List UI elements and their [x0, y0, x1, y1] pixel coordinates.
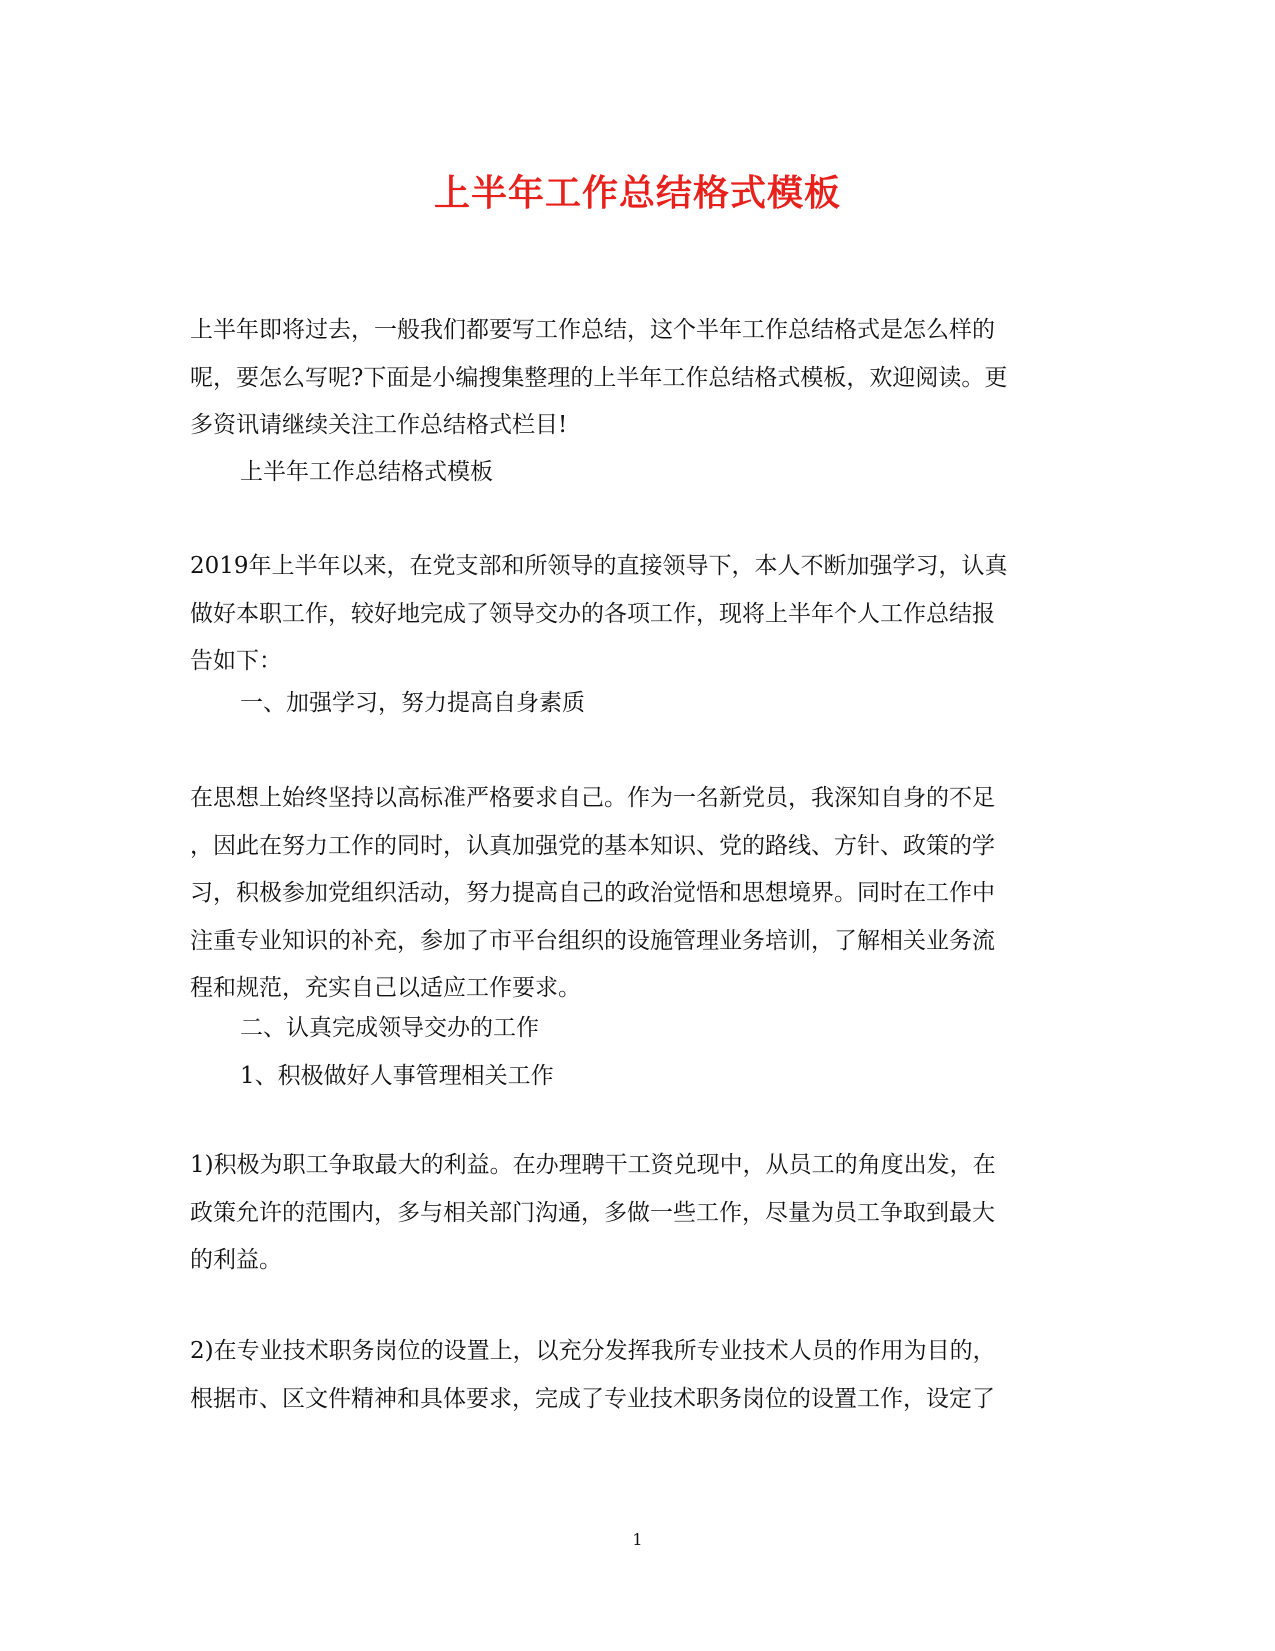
section1-body-paragraph: [190, 775, 1080, 1013]
intro-line: 多资讯请继续关注工作总结格式栏目!: [190, 412, 568, 438]
item2-line: 2)在专业技术职务岗位的设置上，以充分发挥我所专业技术人员的作用为目的，: [190, 1338, 996, 1364]
section1-line: ，因此在努力工作的同时，认真加强党的基本知识、党的路线、方针、政策的学: [190, 832, 995, 859]
intro-line: 呢，要怎么写呢?下面是小编搜集整理的上半年工作总结格式模板，欢迎阅读。更: [190, 364, 1008, 391]
page-number: 1: [632, 1530, 643, 1549]
section2-heading-paragraph: [190, 1005, 1080, 1100]
section1-heading: 一、加强学习，努力提高自身素质: [240, 690, 585, 716]
opening-line: 告如下：: [190, 648, 282, 674]
section2-subheading: 1、积极做好人事管理相关工作: [240, 1062, 554, 1089]
section1-line: 习，积极参加党组织活动，努力提高自己的政治觉悟和思想境界。同时在工作中: [190, 880, 995, 906]
subtitle: 上半年工作总结格式模板: [240, 459, 493, 485]
section2-heading: 二、认真完成领导交办的工作: [240, 1015, 539, 1041]
document-title: 上半年工作总结格式模板: [433, 172, 841, 214]
section1-line: 在思想上始终坚持以高标准严格要求自己。作为一名新党员，我深知自身的不足: [190, 785, 995, 811]
intro-paragraph: [190, 307, 1080, 450]
opening-line: 做好本职工作，较好地完成了领导交办的各项工作，现将上半年个人工作总结报: [190, 600, 995, 627]
section1-line: 注重专业知识的补充，参加了市平台组织的设施管理业务培训，了解相关业务流: [190, 927, 995, 954]
section1-line: 程和规范，充实自己以适应工作要求。: [190, 975, 581, 1001]
section1-heading-paragraph: [190, 680, 1080, 728]
item1-line: 政策允许的范围内，多与相关部门沟通，多做一些工作，尽量为员工争取到最大: [190, 1199, 995, 1226]
item2-line: 根据市、区文件精神和具体要求，完成了专业技术职务岗位的设置工作，设定了: [190, 1385, 995, 1412]
item1-paragraph: [190, 1142, 1080, 1285]
item2-paragraph: [190, 1328, 1080, 1423]
intro-line: 上半年即将过去，一般我们都要写工作总结，这个半年工作总结格式是怎么样的: [190, 317, 995, 343]
item1-line: 的利益。: [190, 1247, 282, 1273]
opening-paragraph: [190, 543, 1080, 686]
opening-line: 2019年上半年以来，在党支部和所领导的直接领导下，本人不断加强学习，认真: [190, 553, 1008, 579]
subtitle-paragraph: [190, 449, 1080, 497]
item1-line: 1)积极为职工争取最大的利益。在办理聘干工资兑现中，从员工的角度出发，在: [190, 1152, 996, 1178]
